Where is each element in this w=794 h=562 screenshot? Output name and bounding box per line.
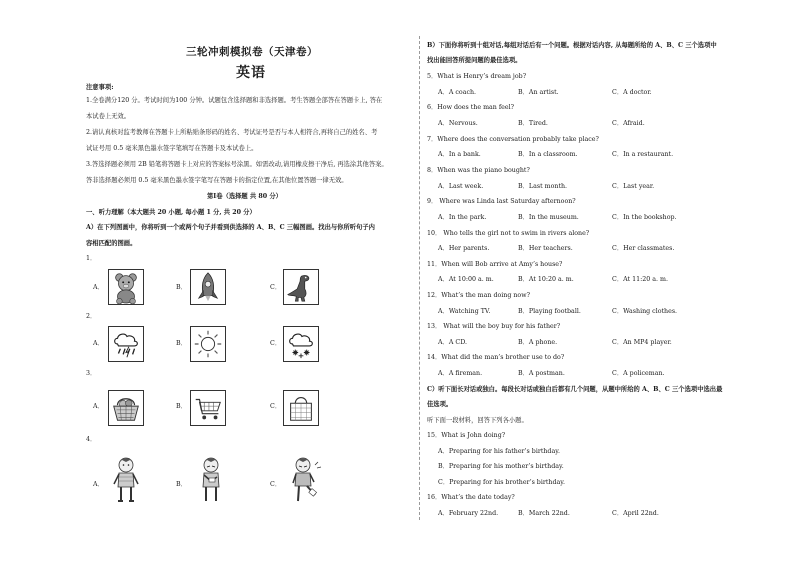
option-a: A．In a bank.: [438, 151, 481, 158]
notice-line-1: 1.全卷满分120 分。考试时间为100 分钟。试题包含选择题和非选择题。考生答题全部答在答题卡上, 答在: [86, 97, 383, 104]
question-number: 3．: [86, 370, 97, 377]
option-b: B．At 10:20 a. m.: [518, 276, 574, 283]
section-a-instruction-1: A）在下列图画中，你将听到一个或两个句子并看到供选择的 A、B、C 三幅图画。找出与你所听句子内: [86, 224, 375, 231]
option-letter: A．: [93, 403, 104, 410]
option-c: C．Afraid.: [612, 120, 645, 127]
section-b-instruction-2: 找出能回答所提问题的最佳选项。: [427, 57, 522, 64]
shopping-bag-icon: [283, 390, 319, 426]
notice-line-2: 本试卷上无效。: [86, 113, 131, 120]
exam-title: 三轮冲刺模拟卷（天津卷）: [186, 46, 318, 58]
option-a: A．At 10:00 a. m.: [438, 276, 494, 283]
question-text: 8．When was the piano bought?: [427, 167, 530, 174]
section-b-instruction-1: B）下面你将听到十组对话,每组对话后有一个问题。根据对话内容, 从每题所给的 A、B、C 三个选项中: [427, 42, 717, 49]
question-number: 2．: [86, 313, 97, 320]
shopping-cart-icon: [190, 390, 226, 426]
option-c: C．April 22nd.: [612, 510, 659, 517]
question-number: 4．: [86, 436, 97, 443]
notice-line-4: 试证号用 0.5 毫米黑色墨水签字笔填写在答题卡及本试卷上。: [86, 145, 258, 152]
question-text: 11．When will Bob arrive at Amy’s house?: [427, 261, 563, 268]
option-letter: A．: [93, 340, 104, 347]
question-text: 7．Where does the conversation probably take place?: [427, 136, 599, 143]
option-letter: C．: [270, 284, 282, 291]
option-c: C．Washing clothes.: [612, 308, 678, 315]
option-a: A．A coach.: [438, 89, 477, 96]
option-b: B．Preparing for his mother’s birthday.: [438, 463, 564, 470]
option-c: C．Her classmates.: [612, 245, 675, 252]
option-a: A．A fireman.: [438, 370, 483, 377]
notice-line-5: 3.答选择题必须用 2B 铅笔将答题卡上对应的答案标号涂黑。如需改动,请用橡皮擦干净后, 再选涂其他答案。: [86, 161, 388, 168]
option-c: C．An MP4 player.: [612, 339, 672, 346]
section-c-instruction-2: 佳选项。: [427, 401, 453, 408]
option-a: A．Preparing for his father’s birthday.: [438, 448, 560, 455]
option-letter: B．: [176, 481, 187, 488]
option-b: B．Tired.: [518, 120, 548, 127]
teddy-bear-icon: [108, 269, 144, 305]
section-c-instruction-1: C）听下面长对话或独白。每段长对话或独白后都有几个问题，从题中所给的 A、B、C 三个选项中选出最: [427, 386, 723, 393]
option-a: A．Last week.: [438, 183, 484, 190]
basket-icon: [108, 390, 144, 426]
rain-cloud-icon: [108, 326, 144, 362]
sun-icon: [190, 326, 226, 362]
question-text: 10． Who tells the girl not to swim in rivers alone?: [427, 230, 590, 237]
column-divider: [419, 36, 420, 520]
option-c: C．Last year.: [612, 183, 655, 190]
option-b: B．An artist.: [518, 89, 559, 96]
rocket-icon: [190, 269, 226, 305]
option-letter: B．: [176, 403, 187, 410]
option-b: B．Last month.: [518, 183, 568, 190]
section-a-instruction-2: 容相匹配的图画。: [86, 240, 137, 247]
option-letter: A．: [93, 481, 104, 488]
option-c: C．Preparing for his brother’s birthday.: [438, 479, 565, 486]
part1-heading: 第I卷（选择题 共 80 分）: [207, 193, 282, 200]
question-number: 1．: [86, 255, 97, 262]
option-b: B．In the museum.: [518, 214, 579, 221]
option-a: A．In the park.: [438, 214, 487, 221]
option-c: C．In the bookshop.: [612, 214, 677, 221]
option-b: B．Her teachers.: [518, 245, 573, 252]
option-b: B．March 22nd.: [518, 510, 570, 517]
option-b: B．A postman.: [518, 370, 565, 377]
option-b: B．A phone.: [518, 339, 558, 346]
option-letter: A．: [93, 284, 104, 291]
question-text: 12．What’s the man doing now?: [427, 292, 530, 299]
option-c: C．A policeman.: [612, 370, 665, 377]
option-c: C．A doctor.: [612, 89, 652, 96]
boy-standing-icon: [108, 455, 144, 505]
option-letter: C．: [270, 403, 282, 410]
option-b: B．In a classroom.: [518, 151, 578, 158]
notice-line-6: 答非选择题必须用 0.5 毫米黑色墨水签字笔写在答题卡的指定位置,在其他位置答题一律无效。: [86, 177, 348, 184]
section-one-heading: 一、听力理解（本大题共 20 小题, 每小题 1 分, 共 20 分）: [86, 209, 256, 216]
question-text: 5．What is Henry’s dream job?: [427, 73, 527, 80]
option-c: C．In a restaurant.: [612, 151, 674, 158]
option-c: C．At 11:20 a. m.: [612, 276, 668, 283]
notice-line-3: 2.请认真核对监考教师在答题卡上所粘贴条形码的姓名、考试证号是否与本人相符合,再将自己的姓名、考: [86, 129, 378, 136]
option-a: A．Her parents.: [438, 245, 490, 252]
notice-heading: 注意事项:: [86, 84, 114, 91]
question-text: 15．What is John doing?: [427, 432, 506, 439]
option-b: B．Playing football.: [518, 308, 581, 315]
option-letter: B．: [176, 340, 187, 347]
listen-instruction: 听下面一段材料，回答下列各小题。: [427, 417, 528, 424]
question-text: 6．How does the man feel?: [427, 104, 515, 111]
snow-cloud-icon: [283, 326, 319, 362]
dinosaur-icon: [283, 269, 319, 305]
option-letter: C．: [270, 481, 282, 488]
boy-hurt-arm-icon: [193, 455, 229, 505]
option-a: A．Watching TV.: [438, 308, 491, 315]
option-a: A．A CD.: [438, 339, 468, 346]
option-a: A．Nervous.: [438, 120, 478, 127]
question-text: 13． What will the boy buy for his father?: [427, 323, 561, 330]
question-text: 14．What did the man’s brother use to do?: [427, 354, 565, 361]
boy-hurt-leg-icon: [285, 455, 325, 505]
question-text: 16．What’s the date today?: [427, 494, 515, 501]
subject-title: 英语: [236, 65, 266, 81]
option-letter: B．: [176, 284, 187, 291]
option-a: A．February 22nd.: [438, 510, 499, 517]
option-letter: C．: [270, 340, 282, 347]
question-text: 9． Where was Linda last Saturday afternoon?: [427, 198, 576, 205]
